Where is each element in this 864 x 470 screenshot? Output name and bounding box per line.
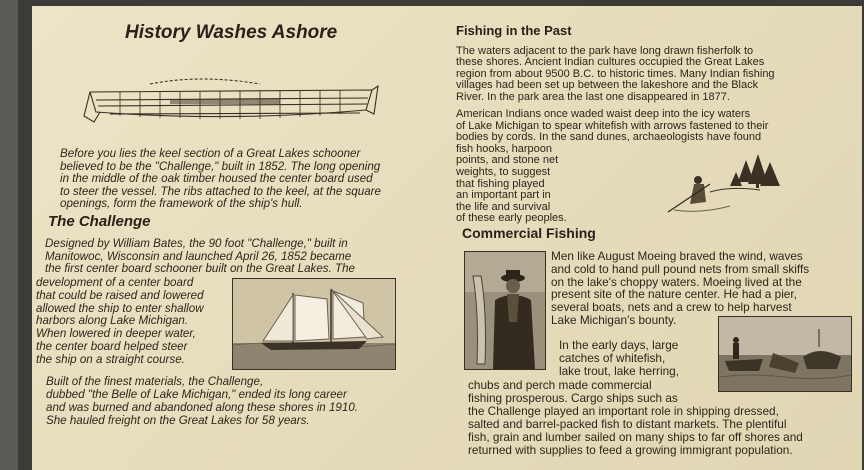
text-line: American Indians once waded waist deep into the icy waters (456, 108, 751, 120)
text-line: Lake Michigan's bounty. (551, 312, 677, 327)
challenge-intro (45, 238, 355, 276)
text-line: in the middle of the oak timber housed the center board used (60, 172, 373, 186)
text-line: bodies by cords. In the sand dunes, archaeologists have found (456, 131, 762, 144)
text-line: the ship on a straight course. (36, 352, 185, 366)
text-line: River. In the park area the last one disappeared in 1877. (456, 90, 730, 103)
spear-fishing-svg (660, 146, 786, 216)
spear-fishing-sketch (660, 146, 786, 216)
text-line: that fishing played (456, 177, 545, 190)
interpretive-plaque (32, 6, 862, 470)
text-line: openings, form the framework of the ship's hull. (60, 197, 303, 211)
text-line: catches of whitefish, (559, 350, 666, 365)
text-line: lake trout, lake herring, (559, 363, 679, 378)
commercial-wrap-text (559, 339, 679, 377)
moeing-portrait-svg (465, 252, 545, 369)
text-line: chubs and perch made commercial (468, 378, 652, 392)
text-line: fishing prosperous. Cargo ships such as (468, 391, 678, 405)
text-line: the center board helped steer (36, 339, 188, 353)
text-line: dubbed "the Belle of Lake Michigan," ended its long career (46, 388, 347, 401)
keel-diagram (80, 70, 380, 140)
text-line: harbors along Lake Michigan. (36, 314, 189, 328)
text-line: the first center board schooner built on the Great Lakes. The (45, 262, 355, 276)
text-line: and was burned and abandoned along these shores in 1910. (46, 401, 358, 414)
challenge-wrap-text (36, 277, 204, 367)
text-line: an important part in (456, 189, 551, 202)
text-line: the Challenge played an important role in shipping dressed, (468, 404, 779, 418)
text-line: returned with supplies to feed a growing immigrant population. (468, 443, 793, 457)
text-line: When lowered in deeper water, (36, 327, 196, 341)
text-line: fish hooks, harpoon (456, 142, 553, 155)
schooner-photo (232, 278, 396, 370)
text-line: region from about 9500 B.C. to historic times. Many Indian fishing (456, 67, 775, 80)
fishing-paragraph-1 (456, 46, 775, 103)
text-line: In the early days, large (559, 338, 679, 352)
text-line: several boats, nets and a crew to help harvest (551, 300, 792, 315)
text-line: salted and barrel-packed fish to distant markets. The plentiful (468, 417, 787, 431)
intro-paragraph (60, 148, 381, 211)
text-line: of these early peoples. (456, 212, 567, 225)
text-line: The waters adjacent to the park have long drawn fisherfolk to (456, 45, 754, 57)
text-line: Men like August Moeing braved the wind, waves (551, 249, 803, 263)
schooner-illustration (233, 279, 395, 369)
text-line: present site of the nature center. He had a pier, (551, 287, 797, 302)
text-line: villages had been set up between the lakeshore and the Black (456, 79, 759, 92)
text-line: the life and survival (456, 200, 551, 213)
text-line: points, and stone net (456, 154, 559, 167)
text-line: on the lake's choppy waters. Moeing lived at the (551, 274, 802, 289)
moeing-portrait-photo (464, 251, 546, 370)
keel-drawing-svg (80, 70, 380, 140)
text-line: allowed the ship to enter shallow (36, 301, 204, 315)
commercial-heading: Commercial Fishing (462, 225, 596, 241)
challenge-heading: The Challenge (48, 213, 151, 230)
text-line: Designed by William Bates, the 90 foot "Challenge," built in (45, 237, 348, 250)
text-line: Manitowoc, Wisconsin and launched April 26, 1852 became (45, 249, 352, 263)
fishing-heading: Fishing in the Past (456, 23, 572, 38)
text-line: these shores. Ancient Indian cultures occupied the Great Lakes (456, 56, 765, 69)
text-line: Built of the finest materials, the Challenge, (46, 375, 264, 388)
commercial-paragraph-2 (468, 379, 803, 457)
text-line: to steer the vessel. The ribs attached to the keel, at the square (60, 184, 381, 198)
main-title: History Washes Ashore (125, 22, 338, 43)
text-line: weights, to suggest (456, 165, 551, 178)
text-line: believed to be the "Challenge," built in 1852. The long opening (60, 159, 381, 173)
text-line: development of a center board (36, 276, 194, 289)
text-line: fish, grain and lumber sailed on many ships to far off shores and (468, 430, 803, 444)
text-line: of Lake Michigan to spear whitefish with arrows fastened to their (456, 119, 769, 132)
text-line: She hauled freight on the Great Lakes for 58 years. (46, 414, 310, 427)
text-line: Before you lies the keel section of a Great Lakes schooner (60, 147, 361, 160)
text-line: that could be raised and lowered (36, 288, 204, 302)
text-line: and cold to hand pull pound nets from small skiffs (551, 261, 810, 276)
challenge-closing (46, 375, 358, 427)
